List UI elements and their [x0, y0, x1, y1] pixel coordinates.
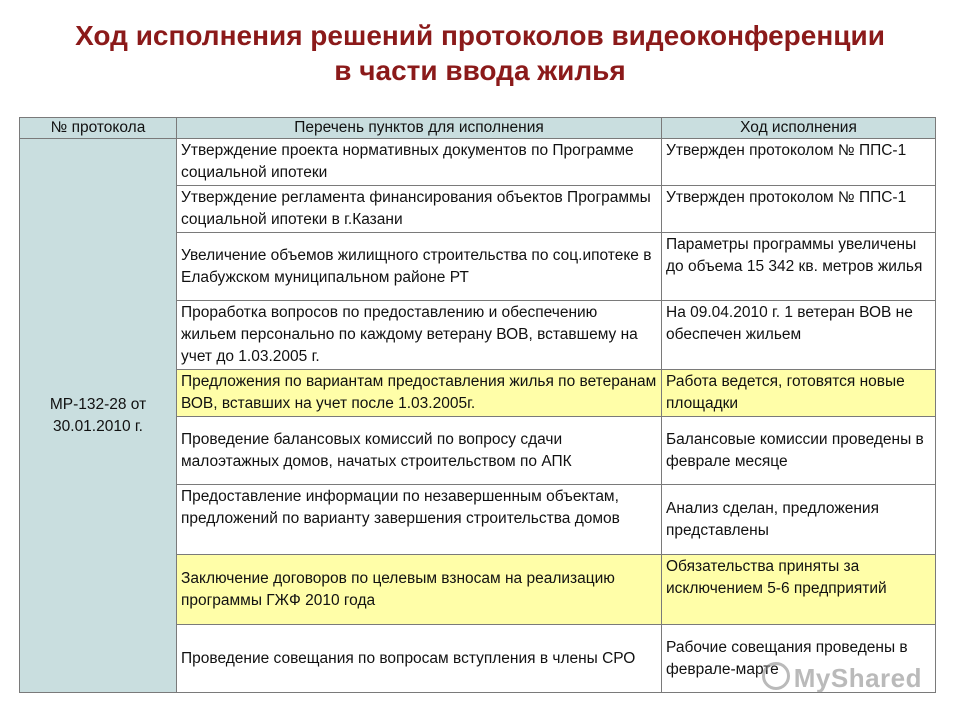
- row-status: На 09.04.2010 г. 1 ветеран ВОВ не обеспечен жильем: [662, 301, 936, 370]
- row-item: Проведение совещания по вопросам вступления в члены СРО: [177, 625, 662, 693]
- header-status: Ход исполнения: [662, 118, 936, 139]
- row-item: Предоставление информации по незавершенным объектам, предложений по варианту завершения строительства домов: [177, 485, 662, 555]
- row-item: Утверждение регламента финансирования объектов Программы социальной ипотеки в г.Казани: [177, 186, 662, 233]
- row-status: Анализ сделан, предложения представлены: [662, 485, 936, 555]
- row-status: Балансовые комиссии проведены в феврале месяце: [662, 417, 936, 485]
- title-line-2: в части ввода жилья: [334, 55, 626, 86]
- row-status: Рабочие совещания проведены в феврале-марте: [662, 625, 936, 693]
- row-status: Параметры программы увеличены до объема 15 342 кв. метров жилья: [662, 233, 936, 301]
- row-status: Утвержден протоколом № ППС-1: [662, 139, 936, 186]
- row-item: Увеличение объемов жилищного строительства по соц.ипотеке в Елабужском муниципальном районе РТ: [177, 233, 662, 301]
- watermark-text: MyShared: [793, 663, 922, 693]
- row-item: Проведение балансовых комиссий по вопросу сдачи малоэтажных домов, начатых строительством по АПК: [177, 417, 662, 485]
- row-item: Проработка вопросов по предоставлению и обеспечению жильем персонально по каждому ветерану ВОВ, вставшему на учет до 1.03.2005 г.: [177, 301, 662, 370]
- protocol-number: МР-132-28 от 30.01.2010 г.: [20, 139, 177, 693]
- watermark: [762, 662, 922, 694]
- table-row: [20, 139, 936, 186]
- header-row: [20, 118, 936, 139]
- row-status: Утвержден протоколом № ППС-1: [662, 186, 936, 233]
- header-protocol: № протокола: [20, 118, 177, 139]
- title-line-1: Ход исполнения решений протоколов видеоконференции: [75, 20, 885, 51]
- row-item: Предложения по вариантам предоставления жилья по ветеранам ВОВ, вставших на учет после 1.03.2005г.: [177, 370, 662, 417]
- header-items: Перечень пунктов для исполнения: [177, 118, 662, 139]
- row-item: Заключение договоров по целевым взносам на реализацию программы ГЖФ 2010 года: [177, 555, 662, 625]
- page-title: [0, 18, 960, 88]
- row-status: Обязательства приняты за исключением 5-6 предприятий: [662, 555, 936, 625]
- row-item: Утверждение проекта нормативных документов по Программе социальной ипотеки: [177, 139, 662, 186]
- row-status: Работа ведется, готовятся новые площадки: [662, 370, 936, 417]
- watermark-logo-icon: [762, 662, 790, 690]
- protocol-table: [19, 117, 936, 693]
